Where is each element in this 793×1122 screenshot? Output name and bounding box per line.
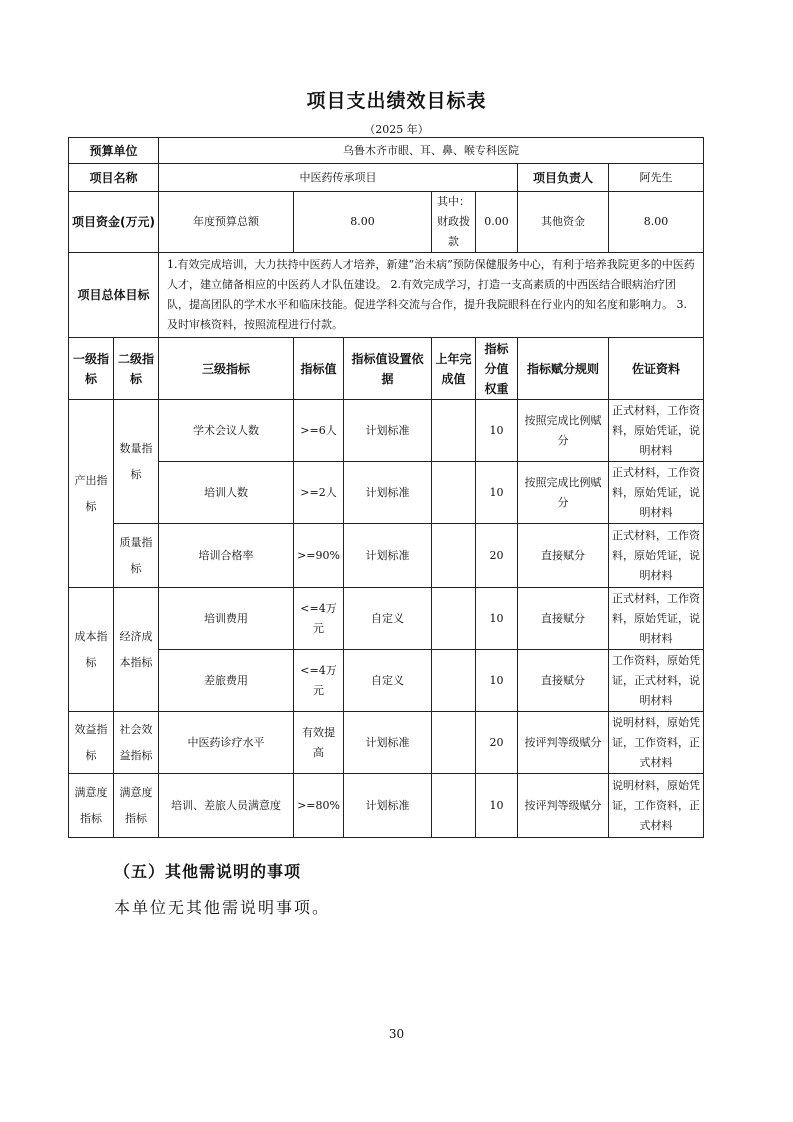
goal-text: 1.有效完成培训，大力扶持中医药人才培养，新建“治未病”预防保健服务中心，有利于培养我院更多的中医药人才，建立储备相应的中医药人才队伍建设。 2.有效完成学习，打造一支高素质的中西医结合眼病治疗团队，提高团队的学术水平和临床技能。促进学科交流与合作，提升我院眼科在行业内的知名度和影响力。 3.及时审核资料，按照流程进行付款。 [159,253,704,338]
other-value: 8.00 [609,192,704,253]
basis-cell: 计划标准 [344,712,432,774]
header-value: 指标值 [294,338,344,400]
level1-satisfaction: 满意度指标 [69,774,114,838]
table-row [69,400,704,462]
evidence-cell: 工作资料，原始凭证，正式材料，说明材料 [609,650,704,712]
evidence-cell: 正式材料，工作资料，原始凭证，说明材料 [609,400,704,462]
last-year-cell [432,400,476,462]
rule-cell: 按评判等级赋分 [518,712,609,774]
level1-output: 产出指标 [69,400,114,588]
rule-cell: 直接赋分 [518,588,609,650]
weight-cell: 10 [476,462,518,524]
table-row [69,588,704,650]
last-year-cell [432,774,476,838]
other-label: 其他资金 [518,192,609,253]
table-row [69,462,704,524]
basis-cell: 计划标准 [344,462,432,524]
header-basis: 指标值设置依据 [344,338,432,400]
budget-unit-label: 预算单位 [69,138,159,164]
level2-economic: 经济成本指标 [114,588,159,712]
last-year-cell [432,524,476,588]
header-rule: 指标赋分规则 [518,338,609,400]
basis-cell: 计划标准 [344,524,432,588]
evidence-cell: 正式材料，工作资料，原始凭证，说明材料 [609,462,704,524]
indicator-cell: 培训合格率 [159,524,294,588]
page-title: 项目支出绩效目标表 [306,90,487,112]
year-label: （2025 年） [364,123,429,136]
value-cell: >=80% [294,774,344,838]
header-level1: 一级指标 [69,338,114,400]
funds-label: 项目资金(万元) [69,192,159,253]
project-name-row [69,164,704,192]
evidence-cell: 说明材料，原始凭证，工作资料，正式材料 [609,712,704,774]
last-year-cell [432,712,476,774]
rule-cell: 按照完成比例赋分 [518,400,609,462]
indicator-cell: 培训费用 [159,588,294,650]
level2-satisfaction: 满意度指标 [114,774,159,838]
last-year-cell [432,650,476,712]
evidence-cell: 正式材料，工作资料，原始凭证，说明材料 [609,524,704,588]
indicator-cell: 培训人数 [159,462,294,524]
level1-benefit: 效益指标 [69,712,114,774]
weight-cell: 20 [476,712,518,774]
header-level2: 二级指标 [114,338,159,400]
header-last-year: 上年完成值 [432,338,476,400]
weight-cell: 20 [476,524,518,588]
level1-cost: 成本指标 [69,588,114,712]
level2-social: 社会效益指标 [114,712,159,774]
last-year-cell [432,588,476,650]
rule-cell: 按评判等级赋分 [518,774,609,838]
value-cell: >=2人 [294,462,344,524]
responsible-label: 项目负责人 [518,164,609,192]
header-evidence: 佐证资料 [609,338,704,400]
annual-total-value: 8.00 [294,192,432,253]
project-name-label: 项目名称 [69,164,159,192]
goal-label: 项目总体目标 [69,253,159,338]
header-weight: 指标分值权重 [476,338,518,400]
header-row [69,338,704,400]
fiscal-value: 0.00 [476,192,518,253]
last-year-cell [432,462,476,524]
evidence-cell: 说明材料，原始凭证，工作资料，正式材料 [609,774,704,838]
basis-cell: 计划标准 [344,400,432,462]
table-row [69,712,704,774]
basis-cell: 计划标准 [344,774,432,838]
basis-cell: 自定义 [344,588,432,650]
project-name-value: 中医药传承项目 [159,164,518,192]
evidence-cell: 正式材料，工作资料，原始凭证，说明材料 [609,588,704,650]
value-cell: <=4万元 [294,650,344,712]
fiscal-label: 其中：财政拨款 [432,192,476,253]
level2-quantity: 数量指标 [114,400,159,524]
value-cell: <=4万元 [294,588,344,650]
annual-total-label: 年度预算总额 [159,192,294,253]
section-note: 本单位无其他需说明事项。 [114,898,331,917]
budget-unit-value: 乌鲁木齐市眼、耳、鼻、喉专科医院 [159,138,704,164]
value-cell: 有效提高 [294,712,344,774]
value-cell: >=6人 [294,400,344,462]
rule-cell: 直接赋分 [518,524,609,588]
weight-cell: 10 [476,400,518,462]
table-row [69,524,704,588]
weight-cell: 10 [476,588,518,650]
header-level3: 三级指标 [159,338,294,400]
funds-row [69,192,704,253]
indicator-cell: 差旅费用 [159,650,294,712]
section-heading: （五）其他需说明的事项 [114,862,302,881]
indicator-cell: 培训、差旅人员满意度 [159,774,294,838]
rule-cell: 直接赋分 [518,650,609,712]
table-row [69,774,704,838]
level2-quality: 质量指标 [114,524,159,588]
rule-cell: 按照完成比例赋分 [518,462,609,524]
weight-cell: 10 [476,650,518,712]
value-cell: >=90% [294,524,344,588]
indicator-cell: 中医药诊疗水平 [159,712,294,774]
table-row [69,650,704,712]
goal-row [69,253,704,338]
responsible-value: 阿先生 [609,164,704,192]
indicator-cell: 学术会议人数 [159,400,294,462]
budget-unit-row [69,138,704,164]
weight-cell: 10 [476,774,518,838]
performance-target-table [68,137,704,838]
page-number: 30 [388,1027,405,1041]
basis-cell: 自定义 [344,650,432,712]
